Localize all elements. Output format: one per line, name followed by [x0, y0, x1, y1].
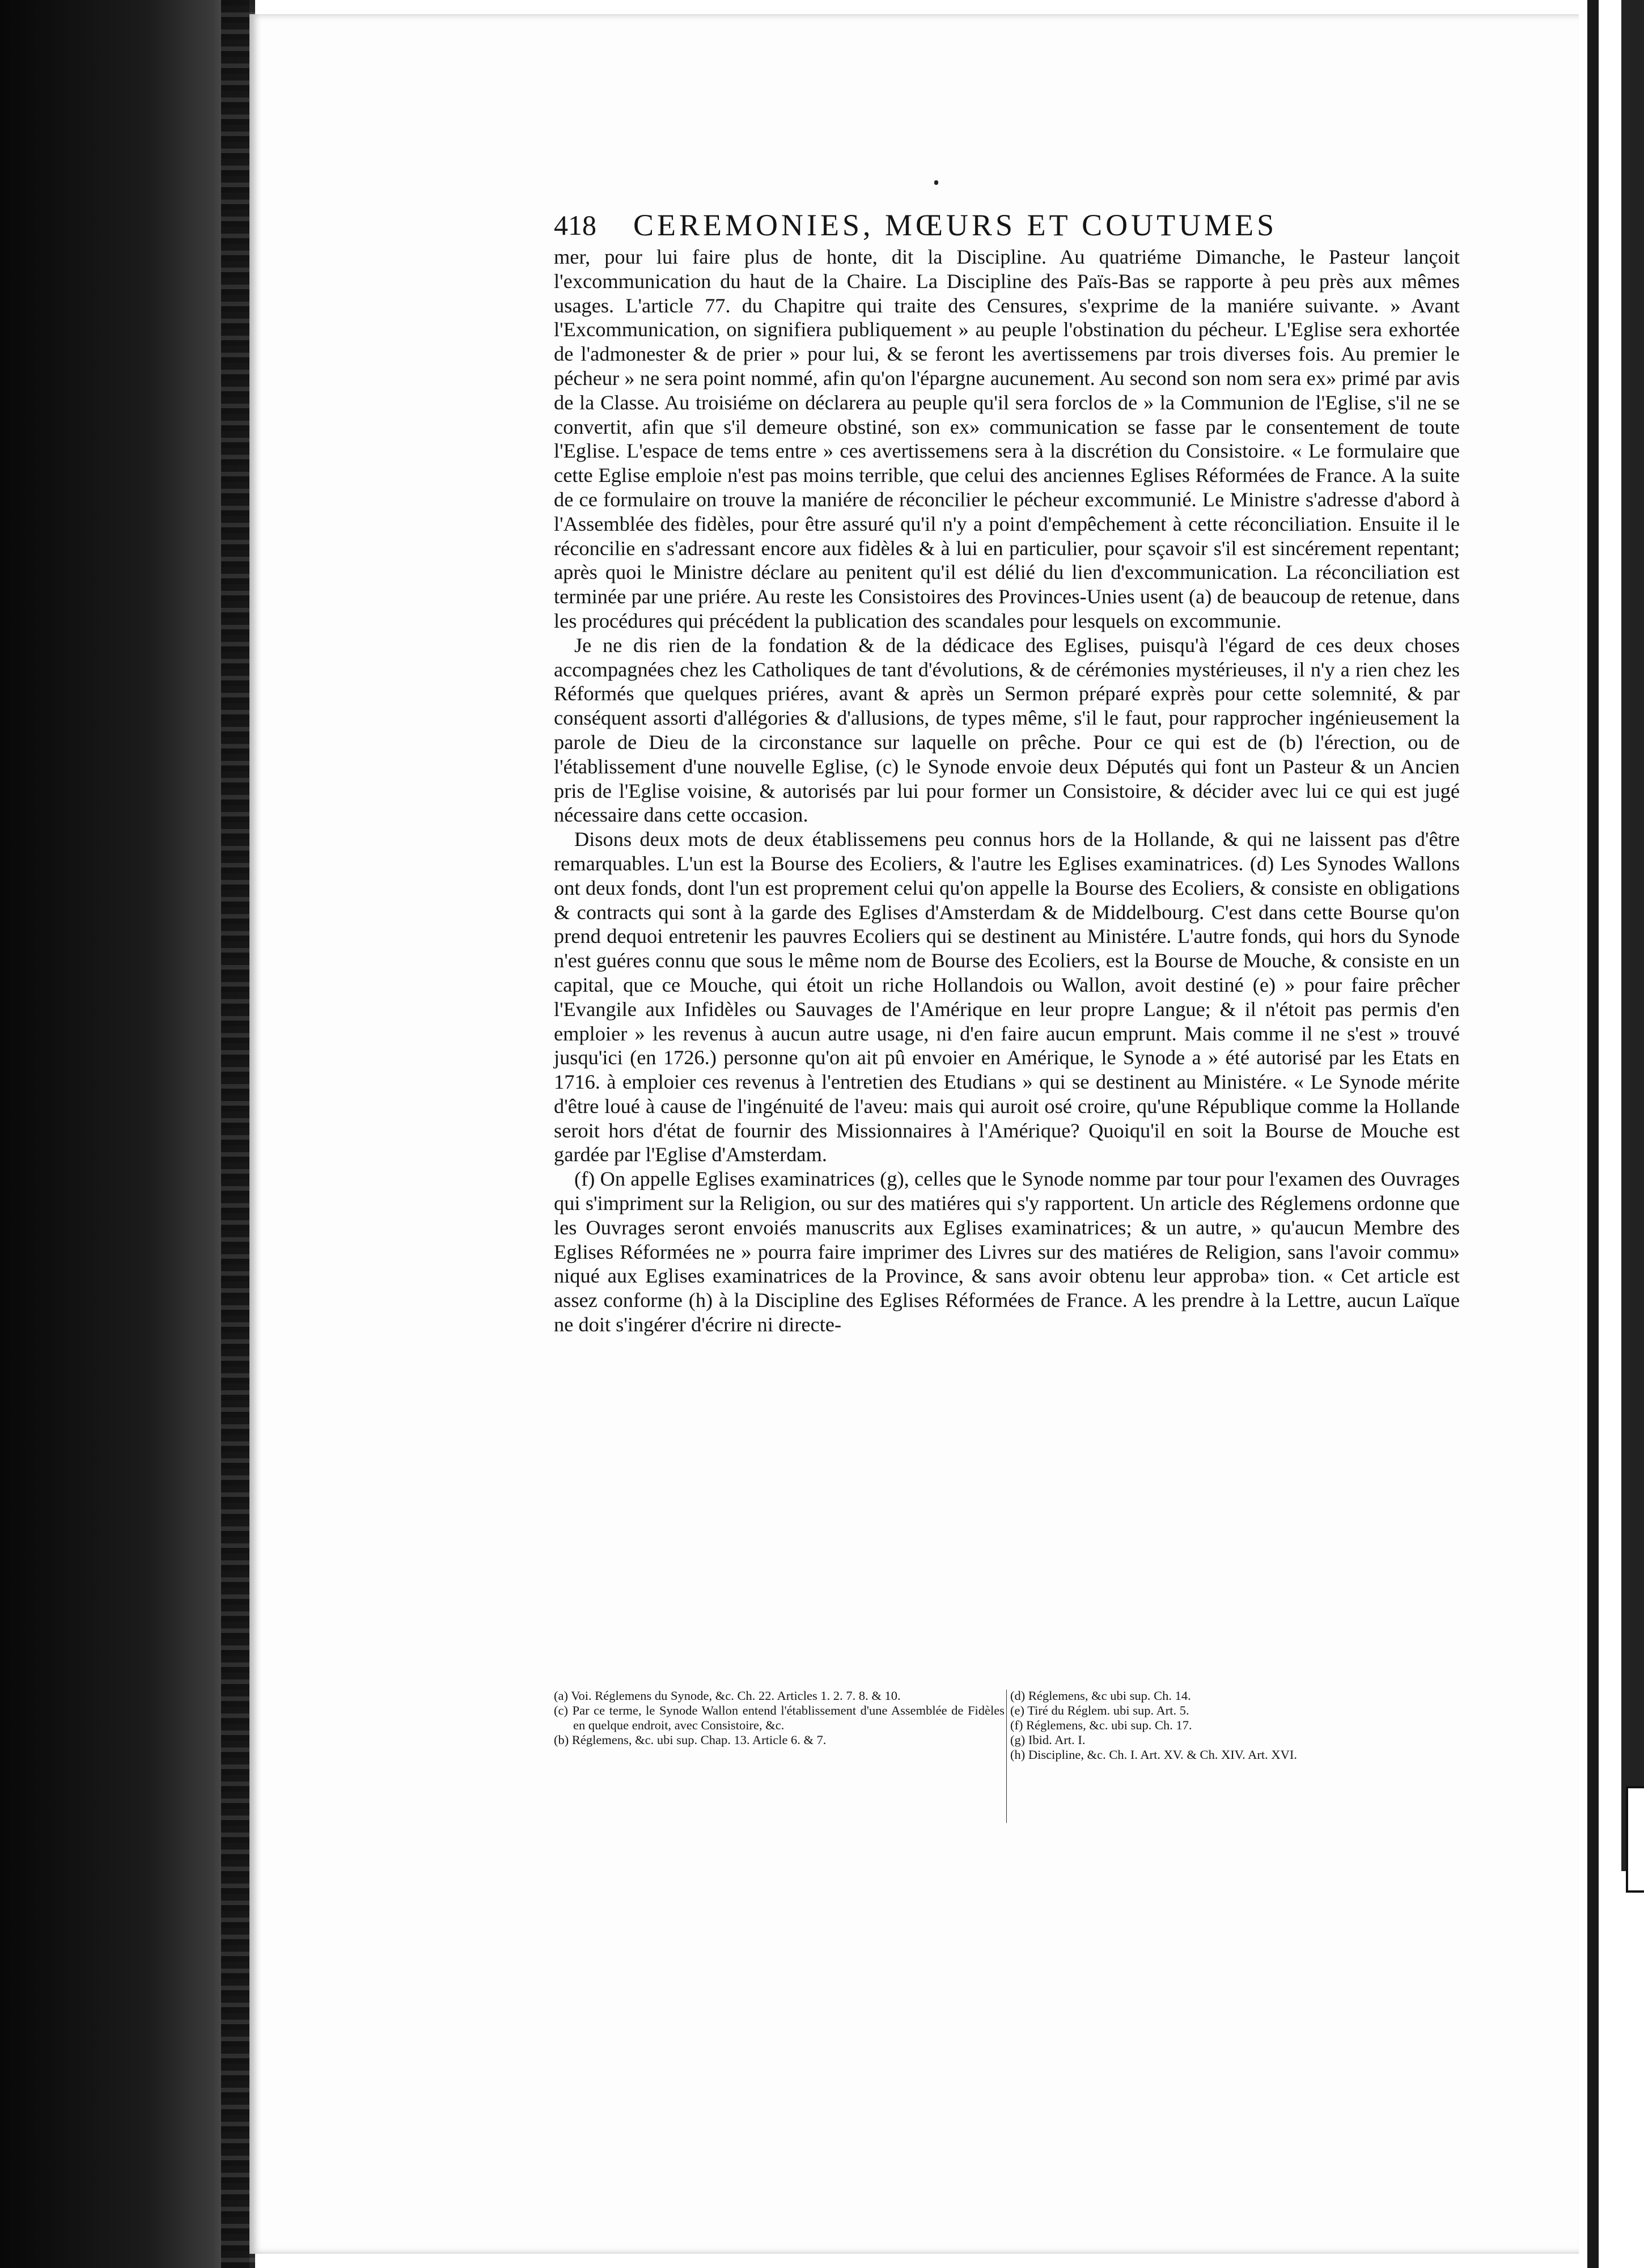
footnote: (d) Réglemens, &c ubi sup. Ch. 14.	[1010, 1689, 1191, 1703]
book-binding-shadow	[0, 0, 249, 2268]
footnote: (a) Voi. Réglemens du Synode, &c. Ch. 22. Articles 1. 2. 7. 8. & 10.	[554, 1689, 901, 1703]
body-text	[554, 245, 1460, 1337]
footnote: (f) Réglemens, &c. ubi sup. Ch. 17.	[1010, 1718, 1192, 1732]
paragraph: Disons deux mots de deux établissemens peu connus hors de la Hollande, & qui ne laissent pas d'être remarquables. L'un est la Bourse des Ecoliers, & l'autre les Eglises examinatrices. (d) Les Synodes Wallons ont deux fonds, dont l'un est proprement celui qu'on appelle la Bourse des Ecoliers, & consiste en obligations & contracts qui sont à la garde des Eglises d'Amsterdam & de Middelbourg. C'est dans cette Bourse qu'on prend dequoi entretenir les pauvres Ecoliers qui se destinent au Ministére. L'autre fonds, qui hors du Synode n'est guéres connu que sous le même nom de Bourse des Ecoliers, est la Bourse de Mouche, & consiste en un capital, que ce Mouche, qui étoit un riche Hollandois ou Wallon, avoit destiné (e) » pour faire prêcher l'Evangile aux Infidèles ou Sauvages de l'Amérique en leur propre Langue; & il n'étoit pas permis d'en emploier » les revenus à aucun autre usage, ni d'en faire aucun emprunt. Mais comme il ne s'est » trouvé jusqu'ici (en 1726.) personne qu'on ait pû envoier en Amérique, le Synode a » été autorisé par les Etats en 1716. à emploier ces revenus à l'entretien des Etudians » qui se destinent au Ministére. « Le Synode mérite d'être loué à cause de l'ingénuité de l'aveu: mais qui auroit osé croire, qu'une République comme la Hollande seroit hors d'état de fournir des Missionnaires à l'Amérique? Quoiqu'il en soit la Bourse de Mouche est gardée par l'Eglise d'Amsterdam.	[554, 828, 1460, 1166]
page-number: 418	[554, 209, 596, 241]
scanner-border-notch	[1626, 1786, 1644, 1893]
running-title: CEREMONIES, MŒURS ET COUTUMES	[633, 208, 1278, 242]
footnote: (g) Ibid. Art. I.	[1010, 1733, 1086, 1747]
scanner-border	[1621, 0, 1644, 1871]
footnotes-right-column	[1010, 1689, 1461, 1762]
footnotes-left-column	[554, 1689, 1005, 1747]
footnote: (e) Tiré du Réglem. ubi sup. Art. 5.	[1010, 1703, 1189, 1717]
paragraph: mer, pour lui faire plus de honte, dit la Discipline. Au quatriéme Dimanche, le Pasteur lançoit l'excommunication du haut de la Chaire. La Discipline des Païs-Bas se rapporte à peu près aux mêmes usages. L'article 77. du Chapitre qui traite des Censures, s'exprime de la maniére suivante. » Avant l'Excommunication, on signifiera publiquement » au peuple l'obstination du pécheur. L'Eglise sera exhortée de l'admonester & de prier » pour lui, & se feront les avertissemens par trois diverses fois. Au premier le pécheur » ne sera point nommé, afin qu'on l'épargne aucunement. Au second son nom sera ex» primé par avis de la Classe. Au troisiéme on déclarera au peuple qu'il sera forclos de » la Communion de l'Eglise, s'il ne se convertit, afin que s'il demeure obstiné, son ex» communication se fasse par le consentement de toute l'Eglise. L'espace de tems entre » ces avertissemens sera à la discrétion du Consistoire. « Le formulaire que cette Eglise emploie n'est pas moins terrible, que celui des anciennes Eglises Réformées de France. A la suite de ce formulaire on trouve la maniére de réconcilier le pécheur excommunié. Le Ministre s'adresse d'abord à l'Assemblée des fidèles, pour être assuré qu'il n'y a point d'empêchement à cette réconciliation. Ensuite il le réconcilie en s'adressant encore aux fidèles & à lui en particulier, pour sçavoir s'il est sincérement repentant; après quoi le Ministre déclare au penitent qu'il est délié du lien d'excommunication. La réconciliation est terminée par une priére. Au reste les Consistoires des Provinces-Unies usent (a) de beaucoup de retenue, dans les procédures qui précédent la publication des scandales pour lesquels on excommunie.	[554, 246, 1460, 632]
ink-speck	[934, 180, 938, 185]
running-header	[554, 205, 1387, 245]
paragraph: (f) On appelle Eglises examinatrices (g), celles que le Synode nomme par tour pour l'examen des Ouvrages qui s'impriment sur la Religion, ou sur des matiéres qui s'y rapportent. Un article des Réglemens ordonne que les Ouvrages seront envoiés manuscrits aux Eglises examinatrices; & un autre, » qu'aucun Membre des Eglises Réformées ne » pourra faire imprimer des Livres sur des matiéres de Religion, sans l'avoir commu» niqué aux Eglises examinatrices de la Province, & sans avoir obtenu leur approba» tion. « Cet article est assez conforme (h) à la Discipline des Eglises Réformées de France. A les prendre à la Lettre, aucun Laïque ne doit s'ingérer d'écrire ni directe-	[554, 1167, 1460, 1336]
footnote: (h) Discipline, &c. Ch. I. Art. XV. & Ch. XIV. Art. XVI.	[1010, 1747, 1298, 1762]
footnote: (b) Réglemens, &c. ubi sup. Chap. 13. Article 6. & 7.	[554, 1733, 827, 1747]
footnote-column-divider	[1006, 1690, 1007, 1823]
footnotes	[554, 1689, 1461, 1825]
paragraph: Je ne dis rien de la fondation & de la dédicace des Eglises, puisqu'à l'égard de ces deux choses accompagnées chez les Catholiques de tant d'évolutions, & de cérémonies mystérieuses, il n'y a rien chez les Réformés que quelques priéres, avant & après un Sermon préparé exprès pour cette solemnité, & par conséquent assorti d'allégories & d'allusions, de types même, s'il le faut, pour rapprocher ingénieusement la parole de Dieu de la circonstance sur laquelle on prêche. Pour ce qui est de (b) l'érection, ou de l'établissement d'une nouvelle Eglise, (c) le Synode envoie deux Députés qui font un Pasteur & un Ancien pris de l'Eglise voisine, & autorisés par lui pour former un Consistoire, & décider avec lui ce qui est jugé nécessaire dans cette occasion.	[554, 633, 1460, 827]
footnote: (c) Par ce terme, le Synode Wallon entend l'établissement d'une Assemblée de Fidèles en quelque endroit, avec Consistoire, &c.	[554, 1703, 1005, 1732]
page-edge-band	[1587, 0, 1599, 2268]
